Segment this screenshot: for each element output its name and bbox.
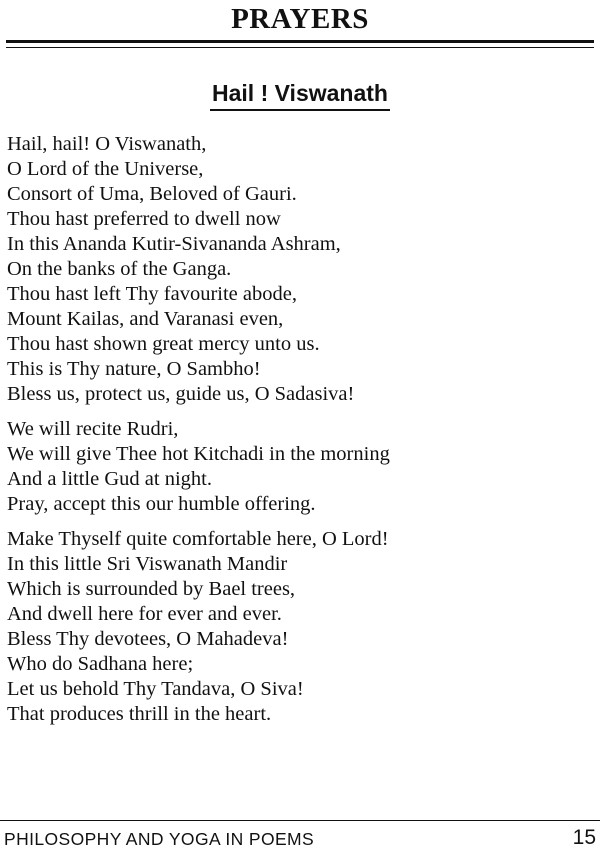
- poem-stanza: [7, 527, 597, 727]
- poem-line: This is Thy nature, O Sambho!: [7, 358, 261, 380]
- section-header: PRAYERS: [231, 3, 369, 35]
- poem-line: Consort of Uma, Beloved of Gauri.: [7, 183, 297, 205]
- poem-line: Hail, hail! O Viswanath,: [7, 133, 207, 155]
- poem-title: Hail ! Viswanath: [210, 78, 390, 111]
- page-number: 15: [572, 826, 596, 849]
- poem-stanza: [7, 132, 597, 407]
- poem-line: Pray, accept this our humble offering.: [7, 493, 316, 515]
- poem-line: O Lord of the Universe,: [7, 158, 204, 180]
- poem-title-container: [0, 78, 600, 111]
- poem-line: Which is surrounded by Bael trees,: [7, 578, 296, 600]
- footer-book-title: PHILOSOPHY AND YOGA IN POEMS: [4, 829, 315, 849]
- poem-line: Bless us, protect us, guide us, O Sadasiva!: [7, 383, 355, 405]
- page-footer: [0, 820, 600, 849]
- poem-line: In this Ananda Kutir-Sivananda Ashram,: [7, 233, 341, 255]
- poem-line: That produces thrill in the heart.: [7, 703, 272, 725]
- header-rule-thin: [6, 47, 594, 48]
- poem-body: [7, 132, 597, 737]
- poem-line: Thou hast left Thy favourite abode,: [7, 283, 297, 305]
- poem-line: We will give Thee hot Kitchadi in the morning: [7, 443, 390, 465]
- poem-line: And a little Gud at night.: [7, 468, 212, 490]
- poem-line: On the banks of the Ganga.: [7, 258, 232, 280]
- poem-stanza: [7, 417, 597, 517]
- poem-line: Make Thyself quite comfortable here, O Lord!: [7, 528, 389, 550]
- poem-line: Let us behold Thy Tandava, O Siva!: [7, 678, 304, 700]
- poem-line: We will recite Rudri,: [7, 418, 179, 440]
- poem-line: Thou hast shown great mercy unto us.: [7, 333, 320, 355]
- poem-line: Bless Thy devotees, O Mahadeva!: [7, 628, 289, 650]
- header-rule-thick: [6, 40, 594, 43]
- poem-line: Thou hast preferred to dwell now: [7, 208, 281, 230]
- poem-line: And dwell here for ever and ever.: [7, 603, 282, 625]
- poem-line: In this little Sri Viswanath Mandir: [7, 553, 288, 575]
- poem-line: Who do Sadhana here;: [7, 653, 194, 675]
- poem-line: Mount Kailas, and Varanasi even,: [7, 308, 284, 330]
